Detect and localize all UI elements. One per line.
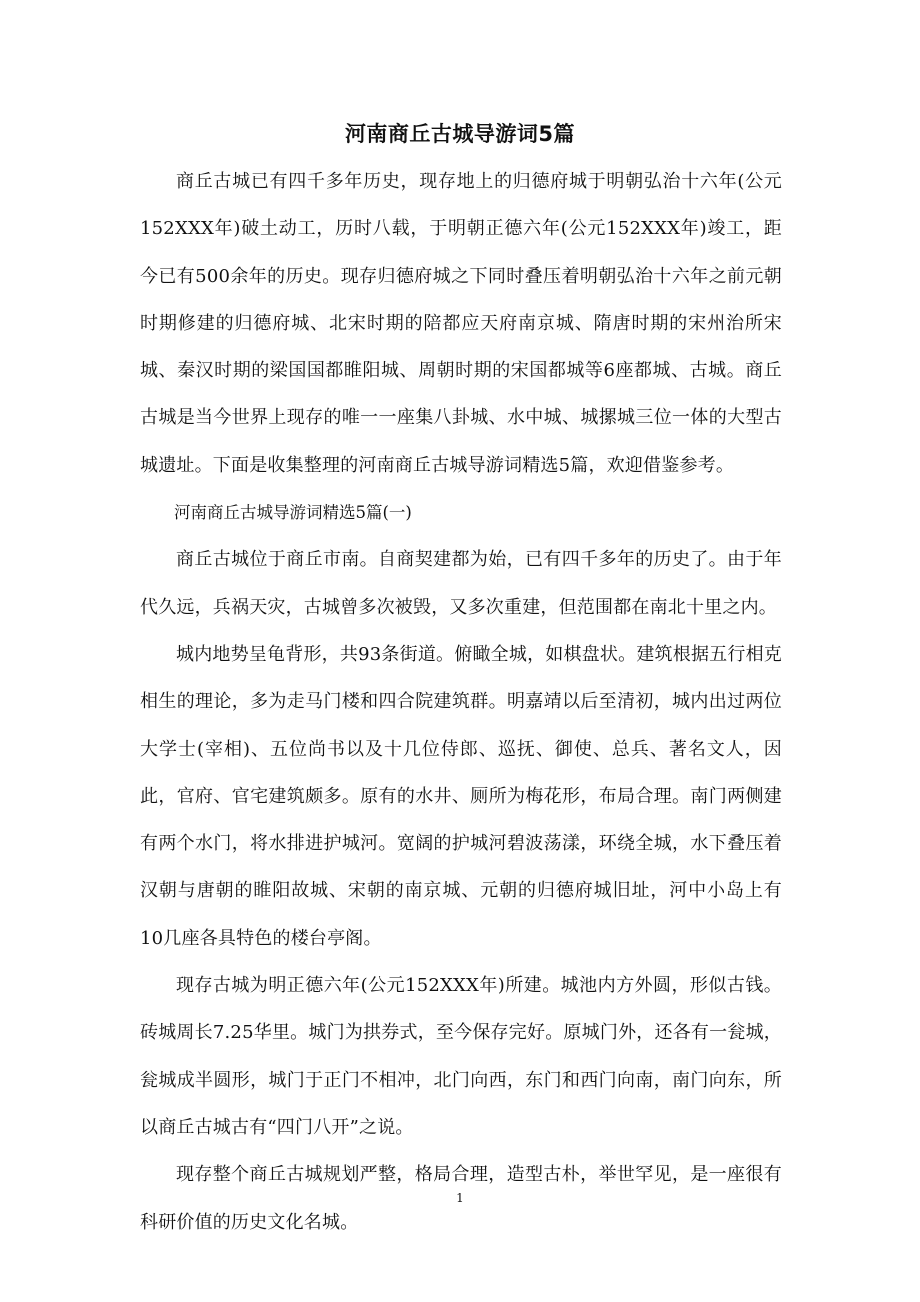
document-title: 河南商丘古城导游词5篇 (344, 122, 576, 146)
page-number: 1 (456, 1191, 464, 1205)
body-paragraph-summary: 现存整个商丘古城规划严整，格局合理，造型古朴，举世罕见，是一座很有科研价值的历史文化名城。 (140, 1164, 782, 1233)
body-paragraph-location: 商丘古城位于商丘市南。自商契建都为始，已有四千多年的历史了。由于年代久远，兵祸天灾，古城曾多次被毁，又多次重建，但范围都在南北十里之内。 (140, 549, 782, 618)
body-paragraph-walls: 现存古城为明正德六年(公元152XXX年)所建。城池内方外圆，形似古钱。砖城周长7.25华里。城门为拱券式，至今保存完好。原城门外，还各有一瓮城，瓮城成半圆形，城门于正门不相冲，北门向西，东门和西门向南，南门向东，所以商丘古城古有“四门八开”之说。 (140, 975, 782, 1138)
document-body (140, 158, 782, 1246)
section-heading: 河南商丘古城导游词精选5篇(一) (174, 503, 412, 523)
intro-paragraph: 商丘古城已有四千多年历史，现存地上的归德府城于明朝弘治十六年(公元152XXX年)破土动工，历时八载，于明朝正德六年(公元152XXX年)竣工，距今已有500余年的历史。现存归德府城之下同时叠压着明朝弘治十六年之前元朝时期修建的归德府城、北宋时期的陪都应天府南京城、隋唐时期的宋州治所宋城、秦汉时期的梁国国都睢阳城、周朝时期的宋国都城等6座都城、古城。商丘古城是当今世界上现存的唯一一座集八卦城、水中城、城摞城三位一体的大型古城遗址。下面是收集整理的河南商丘古城导游词精选5篇，欢迎借鉴参考。 (140, 171, 782, 476)
body-paragraph-layout: 城内地势呈龟背形，共93条街道。俯瞰全城，如棋盘状。建筑根据五行相克相生的理论，多为走马门楼和四合院建筑群。明嘉靖以后至清初，城内出过两位大学士(宰相)、五位尚书以及十几位侍郎、巡抚、御使、总兵、著名文人，因此，官府、官宅建筑颇多。原有的水井、厕所为梅花形，布局合理。南门两侧建有两个水门，将水排进护城河。宽阔的护城河碧波荡漾，环绕全城，水下叠压着汉朝与唐朝的睢阳故城、宋朝的南京城、元朝的归德府城旧址，河中小岛上有10几座各具特色的楼台亭阁。 (140, 643, 782, 949)
